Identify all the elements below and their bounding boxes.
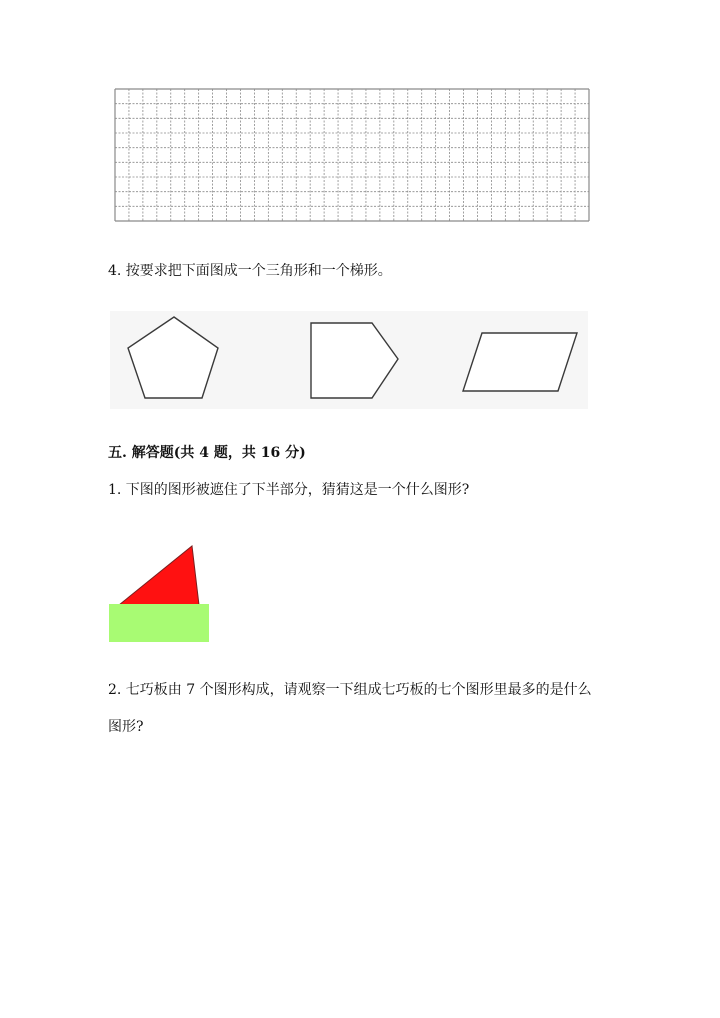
shapes-svg — [110, 311, 588, 409]
grid-paper — [114, 88, 590, 222]
grid-paper-svg — [114, 88, 590, 222]
question-2-text-line2: 图形? — [108, 719, 144, 735]
question-1-text: 1. 下图的图形被遮住了下半部分，猜猜这是一个什么图形? — [108, 482, 470, 498]
question-2-text-line1: 2. 七巧板由 7 个图形构成，请观察一下组成七巧板的七个图形里最多的是什么 — [108, 682, 592, 698]
green-cover-rect — [109, 604, 209, 642]
question-4-text: 4. 按要求把下面图成一个三角形和一个梯形。 — [108, 263, 392, 279]
parallelogram-shape — [463, 333, 577, 391]
pentagon-shape — [128, 317, 218, 398]
arrow-pentagon-shape — [311, 323, 398, 398]
red-triangle — [119, 546, 199, 605]
shapes-panel — [110, 311, 588, 409]
hidden-figure — [109, 544, 209, 642]
hidden-figure-svg — [109, 544, 209, 642]
section-5-title: 五. 解答题(共 4 题，共 16 分) — [108, 445, 306, 461]
